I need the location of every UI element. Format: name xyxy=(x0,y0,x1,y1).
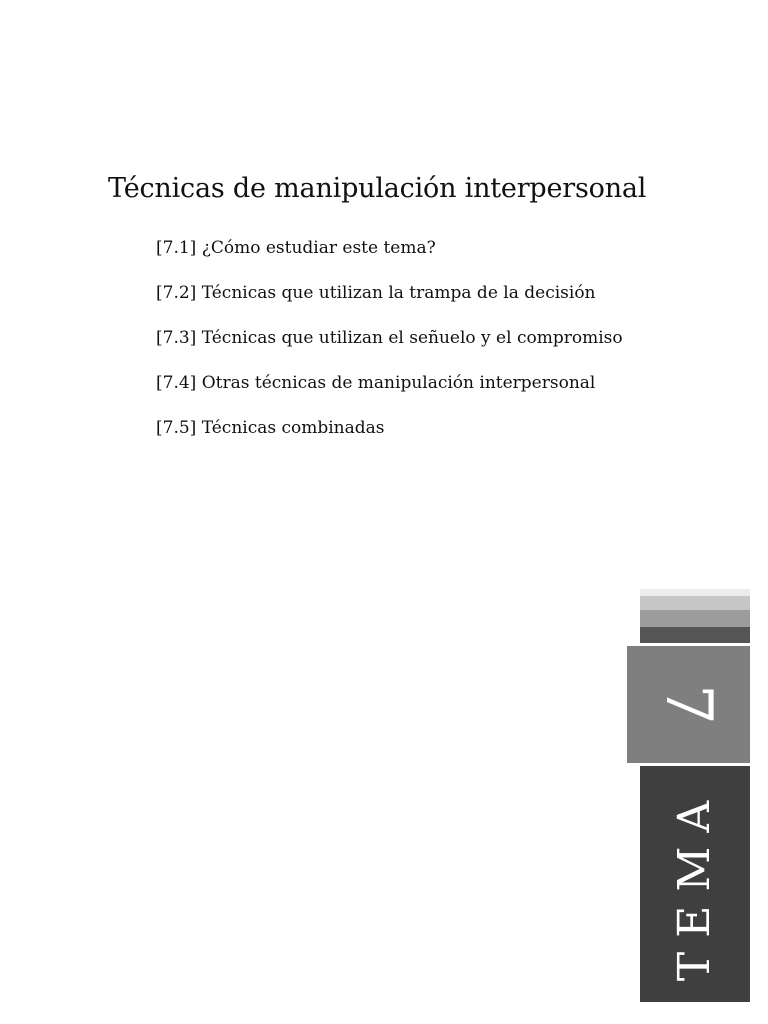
chapter-label: TEMA xyxy=(669,786,720,982)
toc-item-7-4[interactable] xyxy=(156,371,623,416)
chapter-number-box xyxy=(627,646,750,763)
toc-item-number: [7.5] xyxy=(156,418,197,438)
toc-item-label: ¿Cómo estudiar este tema? xyxy=(201,238,436,258)
toc-item-number: [7.4] xyxy=(156,373,197,393)
chapter-tab-stripe xyxy=(640,610,750,627)
toc-item-7-5[interactable] xyxy=(156,416,623,461)
toc-item-label: Técnicas combinadas xyxy=(201,418,385,438)
page-title: Técnicas de manipulación interpersonal xyxy=(108,173,647,204)
toc-item-number: [7.3] xyxy=(156,328,197,348)
toc-item-label: Otras técnicas de manipulación interpersonal xyxy=(201,373,596,393)
toc-item-7-2[interactable] xyxy=(156,281,623,326)
toc-item-7-1[interactable] xyxy=(156,236,623,281)
toc-item-number: [7.2] xyxy=(156,283,197,303)
chapter-number: 7 xyxy=(651,684,726,725)
table-of-contents xyxy=(156,236,623,461)
toc-item-label: Técnicas que utilizan la trampa de la decisión xyxy=(201,283,596,303)
chapter-tab-stripe xyxy=(640,627,750,643)
chapter-tab-stripe xyxy=(640,589,750,596)
toc-item-number: [7.1] xyxy=(156,238,197,258)
chapter-tab-stripe xyxy=(640,596,750,610)
toc-item-7-3[interactable] xyxy=(156,326,623,371)
toc-item-label: Técnicas que utilizan el señuelo y el compromiso xyxy=(201,328,623,348)
chapter-label-box xyxy=(640,766,750,1002)
